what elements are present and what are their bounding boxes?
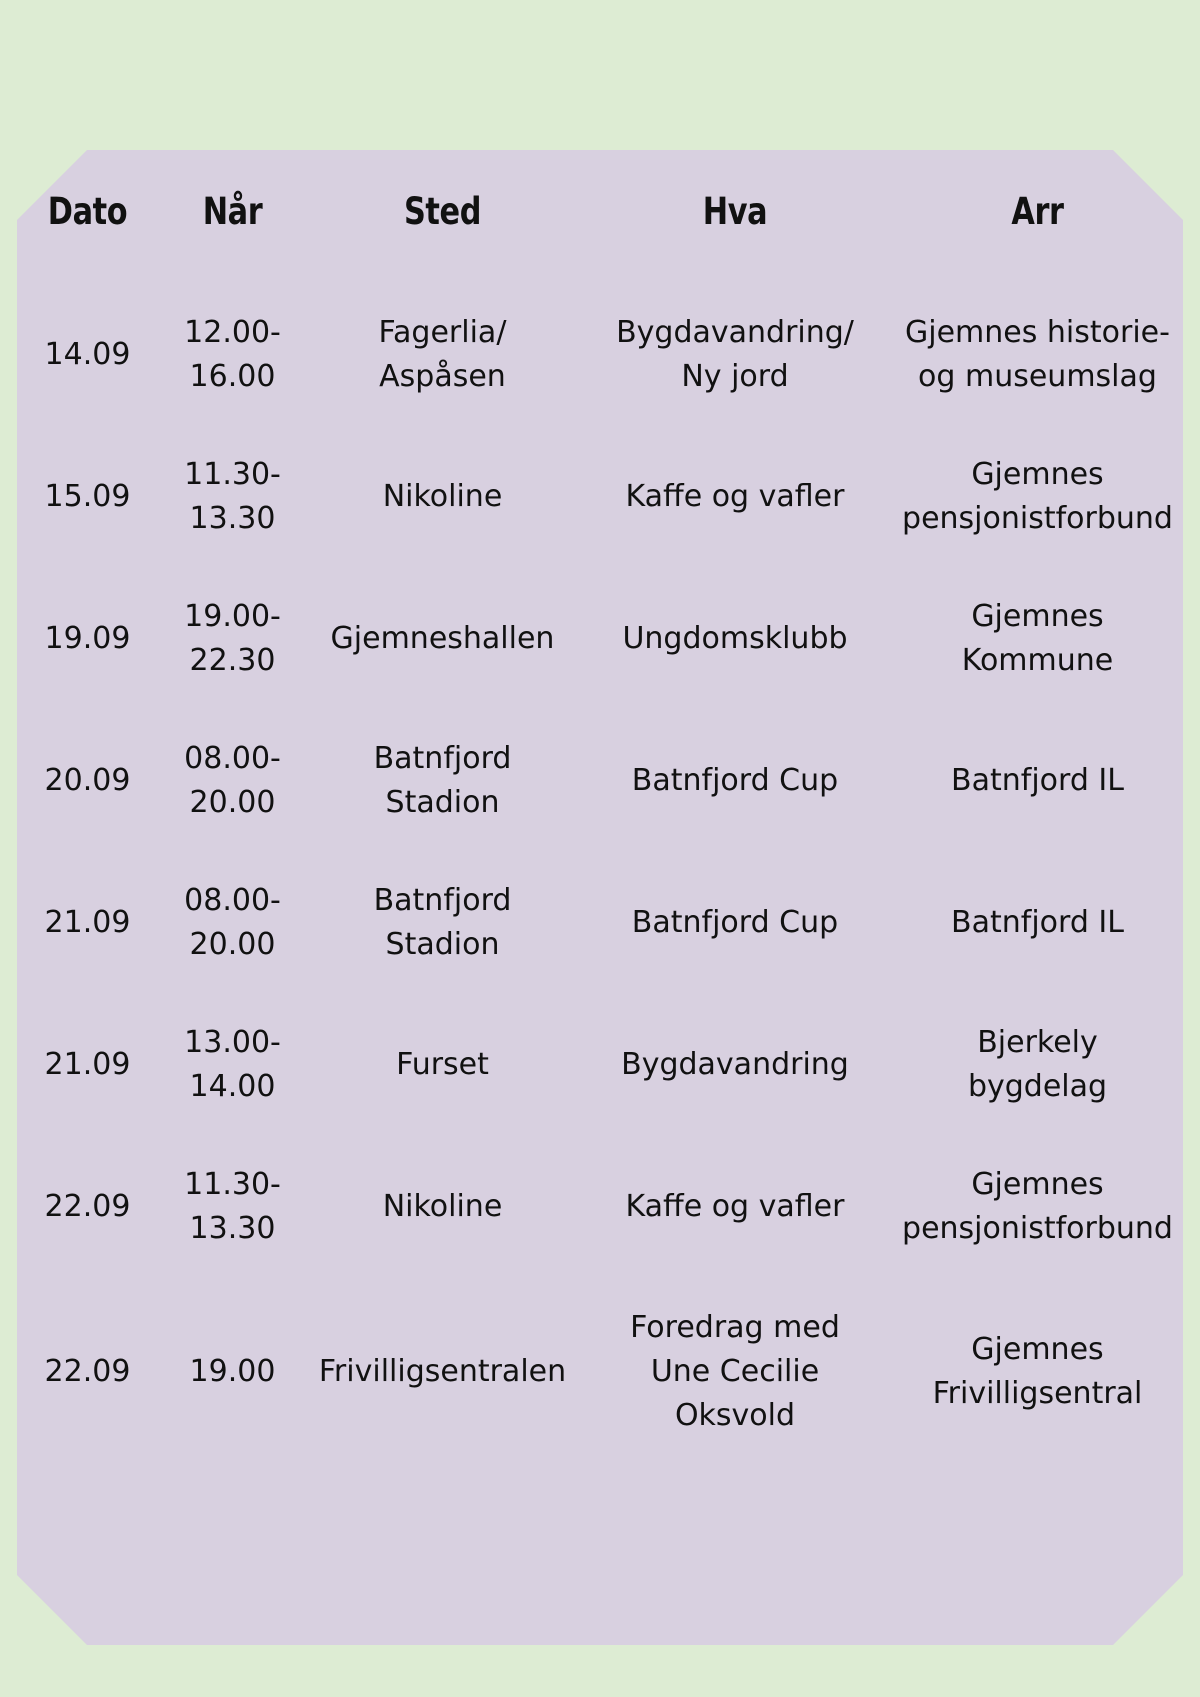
table-row — [0, 1299, 1200, 1445]
cell-hva: Kaffe og vafler — [625, 479, 845, 514]
cell-hva: Foredrag med Une Cecilie Oksvold — [630, 1310, 840, 1433]
cell-sted: Batnfjord Stadion — [373, 883, 512, 962]
cell-sted: Nikoline — [382, 1189, 503, 1224]
cell-dato: 20.09 — [44, 763, 131, 798]
cell-dato: 21.09 — [44, 1047, 131, 1082]
cell-naar: 11.30- 13.30 — [184, 1167, 281, 1246]
cell-sted: Furset — [396, 1047, 489, 1082]
cell-naar: 08.00- 20.00 — [184, 741, 281, 820]
header-arr: Arr — [1011, 190, 1064, 233]
cell-dato: 22.09 — [44, 1354, 131, 1389]
table-row — [0, 447, 1200, 547]
cell-arr: Gjemnes Frivilligsentral — [932, 1332, 1143, 1411]
cell-hva: Ungdomsklubb — [622, 621, 848, 656]
header-dato: Dato — [47, 190, 128, 233]
cell-hva: Bygdavandring — [621, 1047, 849, 1082]
cell-arr: Batnfjord IL — [951, 763, 1124, 798]
cell-naar: 12.00- 16.00 — [184, 315, 281, 394]
cell-dato: 14.09 — [44, 337, 131, 372]
cell-arr: Bjerkely bygdelag — [967, 1025, 1108, 1104]
cell-dato: 15.09 — [44, 479, 131, 514]
cell-sted: Fagerlia/ Aspåsen — [378, 315, 507, 394]
cell-arr: Gjemnes Kommune — [961, 599, 1114, 678]
cell-dato: 21.09 — [44, 905, 131, 940]
table-row — [0, 873, 1200, 973]
cell-arr: Gjemnes pensjonistforbund — [902, 1167, 1173, 1246]
cell-sted: Frivilligsentralen — [318, 1354, 567, 1389]
cell-sted: Batnfjord Stadion — [373, 741, 512, 820]
header-sted: Sted — [403, 190, 482, 233]
table-row — [0, 1015, 1200, 1115]
cell-hva: Kaffe og vafler — [625, 1189, 845, 1224]
cell-hva: Bygdavandring/ Ny jord — [616, 315, 854, 394]
cell-hva: Batnfjord Cup — [631, 763, 839, 798]
cell-dato: 19.09 — [44, 621, 131, 656]
cell-sted: Nikoline — [382, 479, 503, 514]
table-row — [0, 589, 1200, 689]
cell-naar: 11.30- 13.30 — [184, 457, 281, 536]
cell-arr: Batnfjord IL — [951, 905, 1124, 940]
table-row — [0, 731, 1200, 831]
cell-arr: Gjemnes pensjonistforbund — [902, 457, 1173, 536]
cell-naar: 19.00 — [189, 1354, 276, 1389]
table-row — [0, 1157, 1200, 1257]
table-row — [0, 305, 1200, 405]
header-naar: Når — [202, 190, 263, 233]
cell-arr: Gjemnes historie- og museumslag — [905, 315, 1170, 394]
cell-naar: 08.00- 20.00 — [184, 883, 281, 962]
header-hva: Hva — [702, 190, 768, 233]
cell-naar: 19.00- 22.30 — [184, 599, 281, 678]
cell-sted: Gjemneshallen — [330, 621, 555, 656]
cell-hva: Batnfjord Cup — [631, 905, 839, 940]
cell-naar: 13.00- 14.00 — [184, 1025, 281, 1104]
cell-dato: 22.09 — [44, 1189, 131, 1224]
